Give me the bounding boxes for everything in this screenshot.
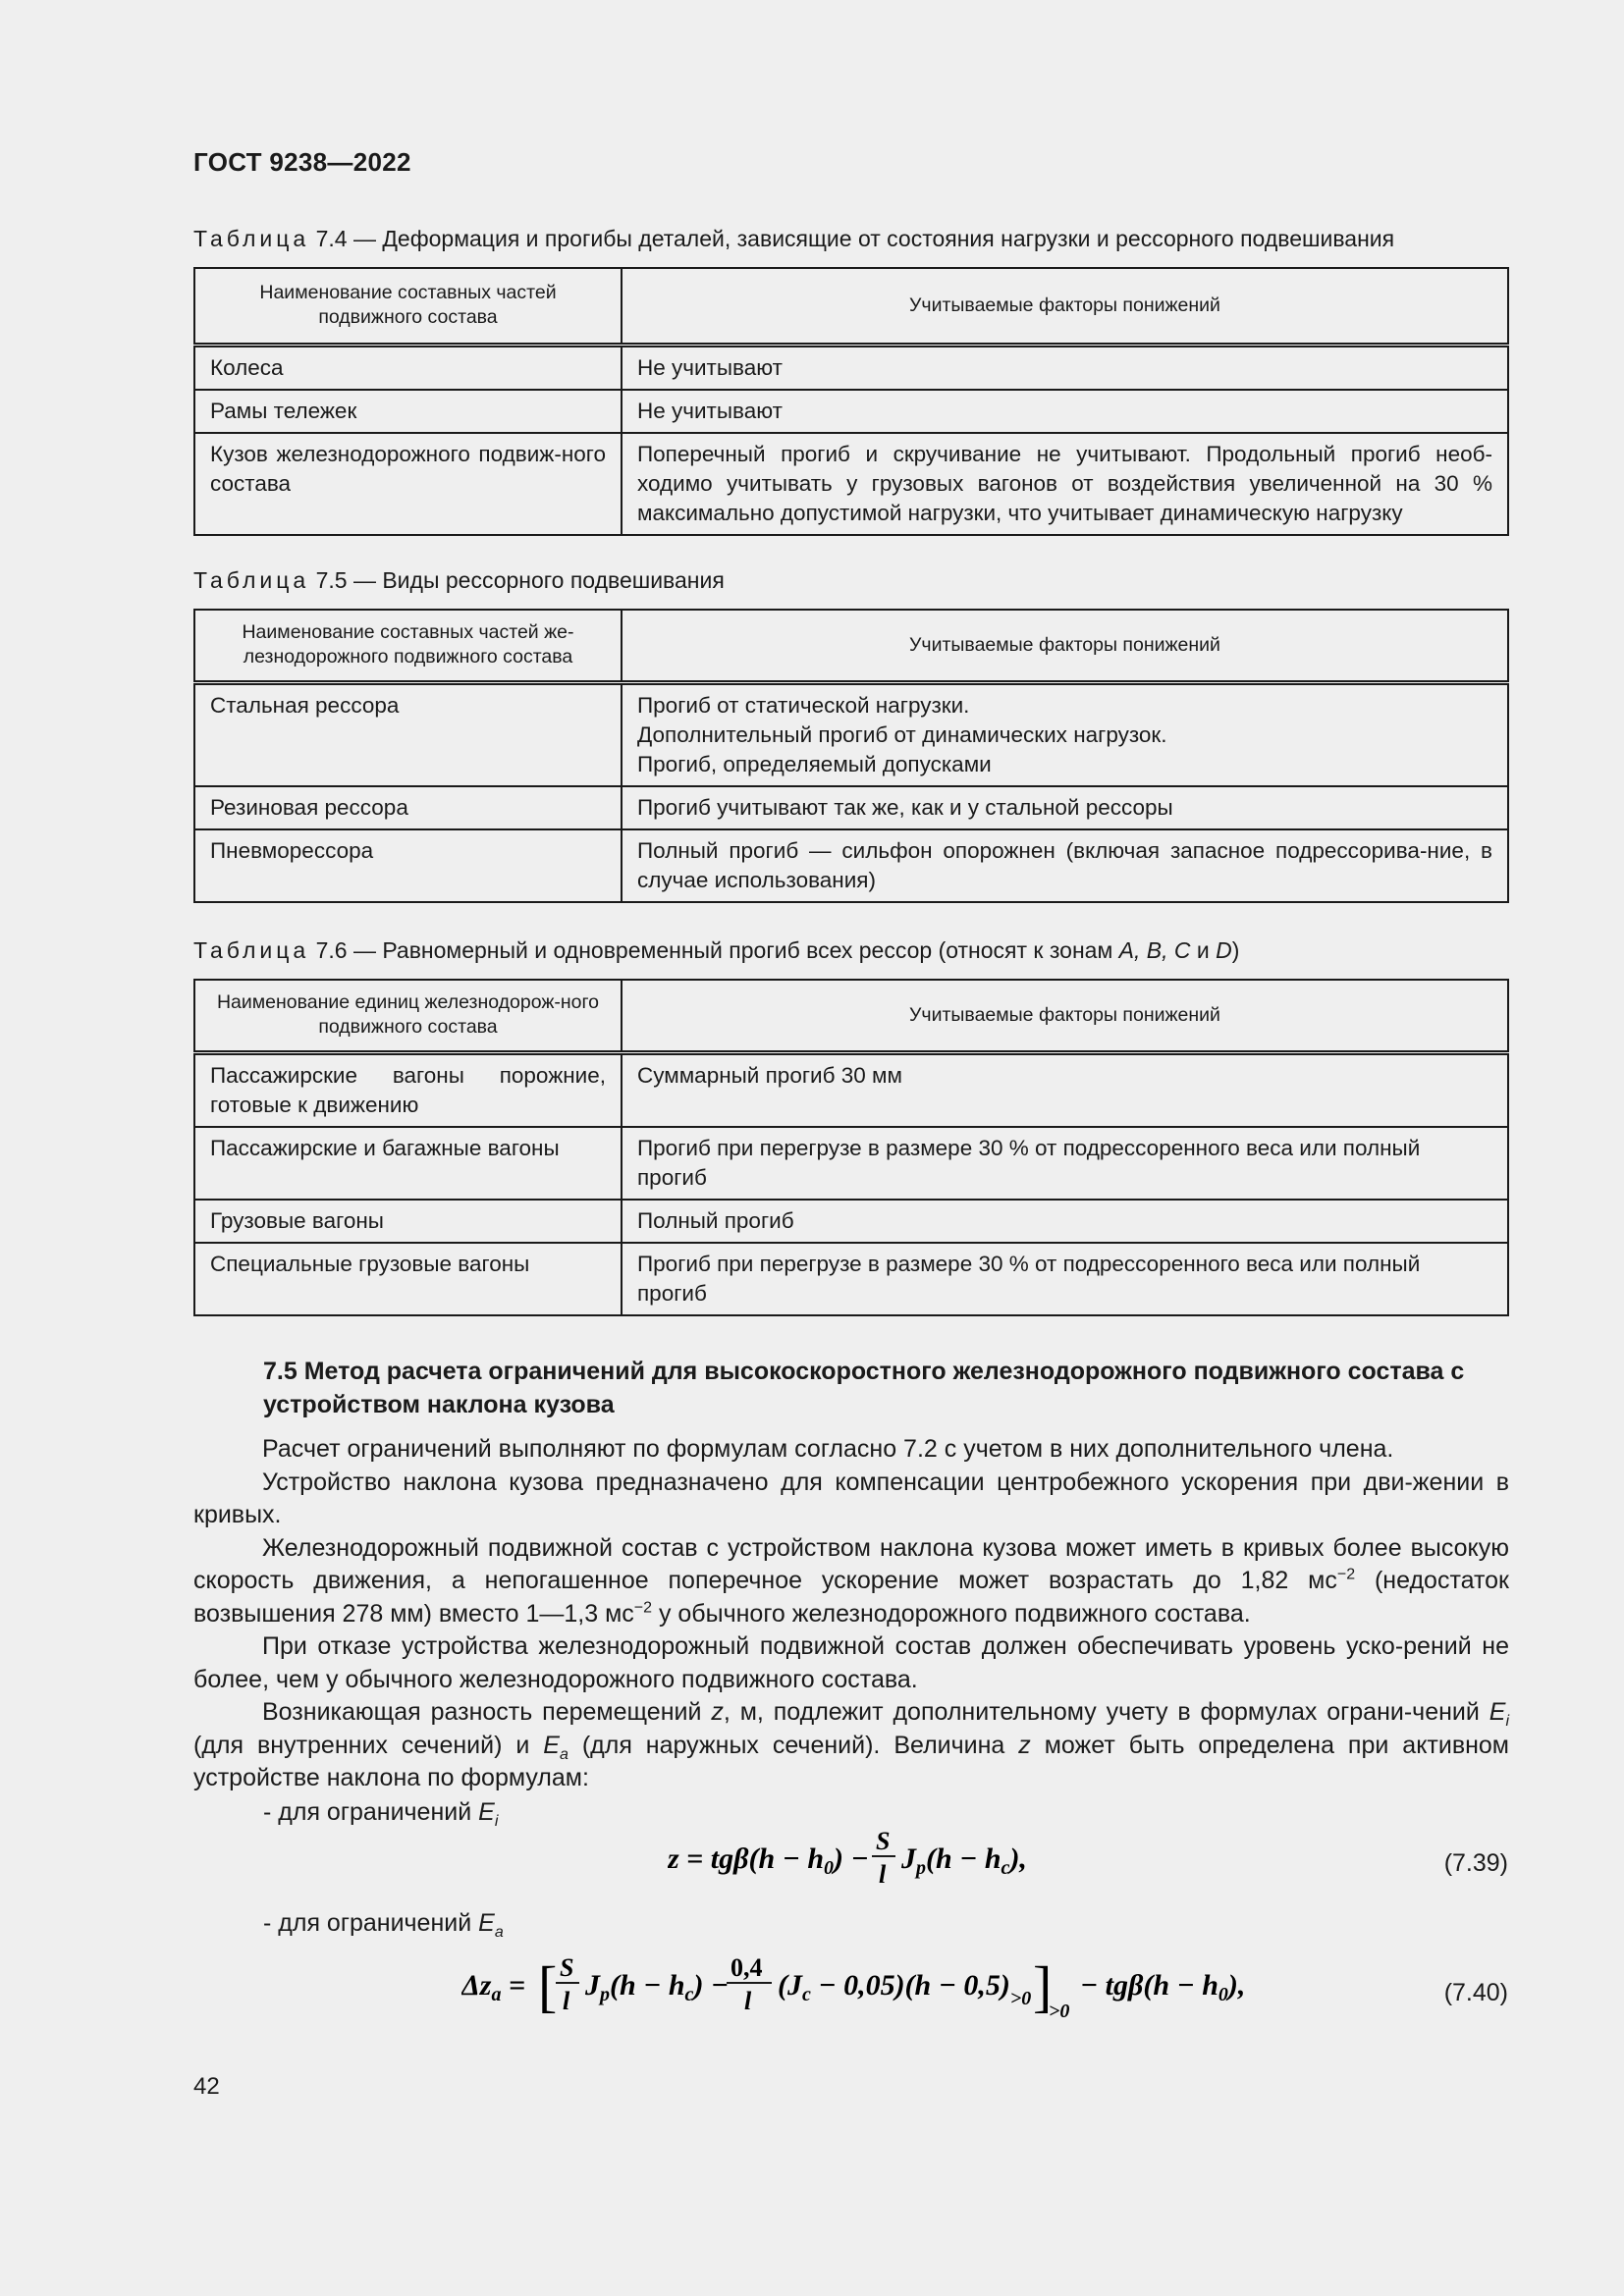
paragraph: Расчет ограничений выполняют по формулам согласно 7.2 с учетом в них дополнительного члена. [262,1435,1394,1463]
superscript: −2 [633,1599,653,1617]
svg-text:[: [ [538,1954,558,2018]
text-run: (недостаток возвышения 278 мм) вместо 1—1,3 мс [193,1567,1509,1628]
page-number: 42 [193,2073,220,2100]
svg-text:Jp(h − hc),: $J_p(h - h_c)$, [901,1842,1027,1879]
svg-text:S: S [560,1953,574,1982]
variable-subscript: i [1505,1713,1509,1730]
variable: z [1018,1731,1031,1759]
text-run: (для наружных сечений). Величина [568,1731,1019,1759]
formula-7-40 [461,1949,1247,2037]
svg-text:Jp(h − hc) −: $J_p(h - h_c)$ − [585,1969,730,2005]
table-header-cell: Учитываемые факторы понижений [622,980,1508,1052]
section-heading: 7.5 Метод расчета ограничений для высокоскоростного железнодорожного подвижного состава с устройством наклона кузова [263,1358,1465,1418]
variable: E [478,1909,495,1937]
table-caption-and: и [1190,937,1217,963]
table-7-4-caption [193,226,1394,252]
table-cell: Колеса [194,345,622,390]
table-header-cell: Наименование единиц железнодорож-ного подвижного состава [194,980,622,1052]
table-header-cell: Учитываемые факторы понижений [622,268,1508,345]
paragraph: При отказе устройства железнодорожный подвижной состав должен обеспечивать уровень уско-рений не более, чем у обычного железнодорожного подвижного состава. [193,1632,1509,1693]
table-caption-end: ) [1231,937,1240,963]
paragraph [193,1696,1509,1795]
variable: E [478,1798,495,1826]
table-row [194,1127,1508,1200]
svg-text:l: l [744,1987,752,2015]
table-7-6-caption [193,937,1239,964]
table-7-5-caption [193,567,725,594]
superscript: −2 [1336,1566,1356,1583]
table-row [194,1200,1508,1243]
formula-7-39 [668,1824,1060,1893]
variable-subscript: a [559,1745,568,1763]
text-run: Железнодорожный подвижной состав с устройством наклона кузова может иметь в кривых более высокую скорость движения, а непогашенное поперечное ускорение может возрастать до 1,82 мс [193,1533,1509,1594]
table-row [194,1243,1508,1315]
table-caption-prefix: Таблица [193,567,310,593]
paragraph [193,1532,1509,1631]
table-caption-text: 7.6 — Равномерный и одновременный прогиб всех рессор (относят к зонам [309,937,1119,963]
svg-text:Δza =: $\Delta z_a$ = [461,1969,526,2005]
svg-text:]: ] [1033,1954,1053,2018]
table-cell: Грузовые вагоны [194,1200,622,1243]
svg-text:l: l [879,1860,887,1889]
table-caption-zones: A, B, C [1118,937,1191,963]
table-cell: Рамы тележек [194,390,622,433]
table-row [194,829,1508,902]
svg-text:(Jc − 0,05)(h − 0,5)>0: $(J_c - 0,05)(h - 0,5)_{>0}$ [778,1969,1032,2009]
table-cell: Прогиб учитывают так же, как и у стальной рессоры [622,786,1508,829]
table-cell: Поперечный прогиб и скручивание не учитывают. Продольный прогиб необ-ходимо учитывать у грузовых вагонов от воздействия увеличенной на 30 % максимально допустимой нагрузки, что учитывает динамическую нагрузку [622,433,1508,535]
table-cell: Пневморессора [194,829,622,902]
table-7-5 [193,609,1509,903]
table-7-4 [193,267,1509,536]
svg-text:z = tgβ(h − h0) −: $z = tg\beta(h - h_0)$ − [668,1842,869,1879]
text-run: Возникающая разность перемещений [262,1698,712,1726]
text-run: - для ограничений [263,1909,479,1937]
text-run: , м, подлежит дополнительному учету в формулах ограни-чений [723,1698,1489,1726]
equation-number: (7.40) [1443,1979,1508,2006]
document-header-title: ГОСТ 9238—2022 [193,147,411,177]
variable-subscript: a [494,1924,504,1941]
table-cell: Стальная рессора [194,682,622,786]
list-item [263,1798,498,1831]
table-cell: Специальные грузовые вагоны [194,1243,622,1315]
table-caption-text: 7.4 — Деформация и прогибы деталей, зависящие от состояния нагрузки и рессорного подвешивания [309,226,1395,251]
text-run: - для ограничений [263,1798,479,1826]
table-cell: Резиновая рессора [194,786,622,829]
variable: E [543,1731,560,1759]
svg-text:0,4: 0,4 [731,1953,763,1982]
table-row [194,433,1508,535]
table-header-cell: Наименование составных частей подвижного состава [194,268,622,345]
table-header-cell: Учитываемые факторы понижений [622,610,1508,682]
list-item [263,1909,504,1942]
table-7-6 [193,979,1509,1316]
table-cell [622,682,1508,786]
table-caption-prefix: Таблица [193,937,310,963]
table-row [194,345,1508,390]
variable-subscript: i [494,1813,499,1830]
equation-number: (7.39) [1443,1849,1508,1877]
table-cell: Пассажирские и багажные вагоны [194,1127,622,1200]
table-cell-line: Прогиб, определяемый допусками [637,751,992,776]
svg-text:− tgβ(h − h0),: − $tg\beta(h - h_0)$, [1080,1969,1246,2005]
table-cell: Пассажирские вагоны порожние, готовые к движению [194,1052,622,1127]
table-caption-text: 7.5 — Виды рессорного подвешивания [309,567,725,593]
table-cell-line: Прогиб от статической нагрузки. [637,692,970,718]
table-cell: Прогиб при перегрузе в размере 30 % от подрессоренного веса или полный прогиб [622,1243,1508,1315]
table-row [194,1052,1508,1127]
table-cell-line: Дополнительный прогиб от динамических нагрузок. [637,721,1167,747]
text-run: (для внутренних сечений) и [193,1731,544,1759]
table-cell: Не учитывают [622,390,1508,433]
paragraph: Устройство наклона кузова предназначено для компенсации центробежного ускорения при дви-жении в кривых. [193,1468,1509,1528]
table-cell: Суммарный прогиб 30 мм [622,1052,1508,1127]
table-row [194,786,1508,829]
table-cell: Не учитывают [622,345,1508,390]
table-caption-zone-last: D [1216,937,1232,963]
table-cell: Полный прогиб [622,1200,1508,1243]
table-row [194,682,1508,786]
svg-text:>0: >0 [1049,2001,1070,2022]
text-run: может быть определена при активном устройстве наклона по формулам: [193,1731,1509,1791]
variable: E [1489,1698,1506,1726]
svg-text:S: S [876,1827,891,1855]
variable: z [711,1698,724,1726]
table-caption-prefix: Таблица [193,226,310,251]
table-cell: Кузов железнодорожного подвиж-ного состава [194,433,622,535]
body-text [193,1433,1509,1795]
table-header-cell: Наименование составных частей же-лезнодорожного подвижного состава [194,610,622,682]
text-run: у обычного железнодорожного подвижного состава. [652,1599,1251,1628]
table-row [194,390,1508,433]
table-cell: Полный прогиб — сильфон опорожнен (включая запасное подрессорива-ние, в случае использования) [622,829,1508,902]
table-cell: Прогиб при перегрузе в размере 30 % от подрессоренного веса или полный прогиб [622,1127,1508,1200]
svg-text:l: l [563,1987,570,2015]
